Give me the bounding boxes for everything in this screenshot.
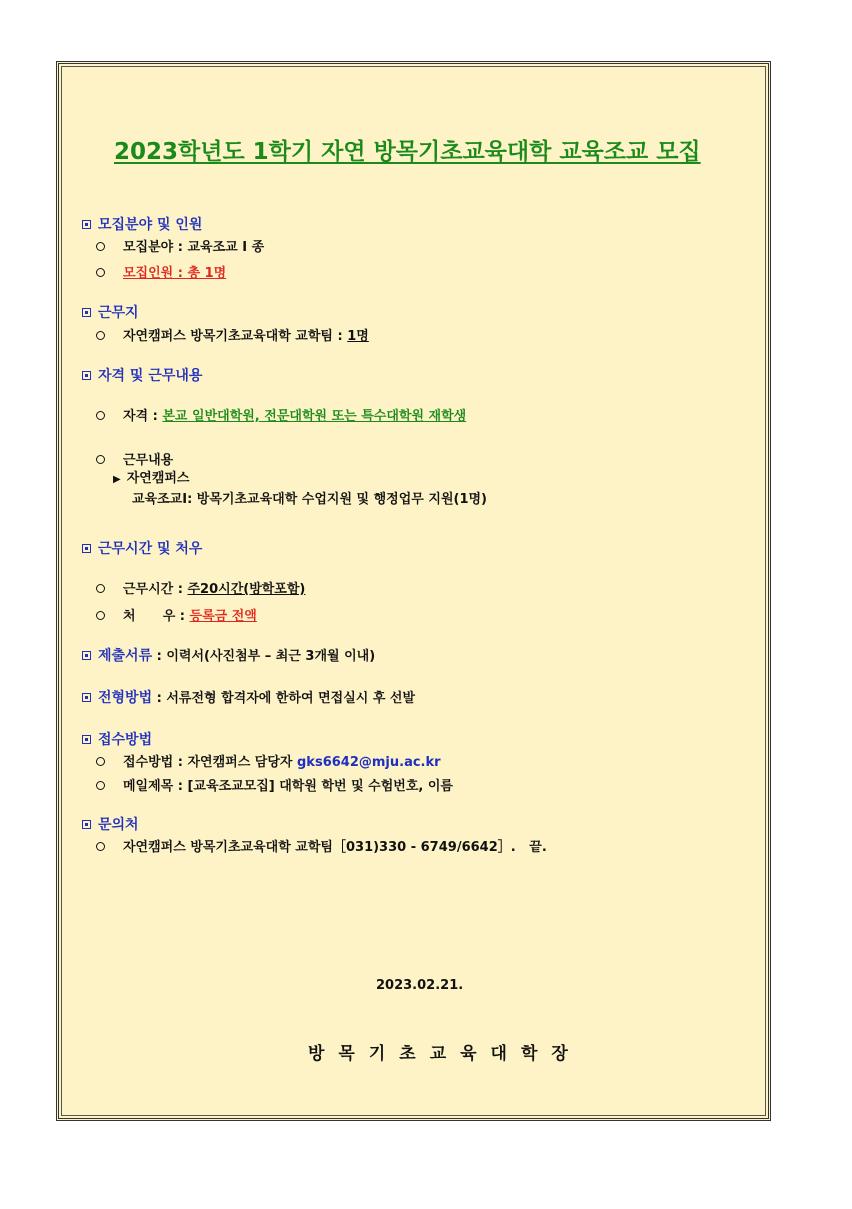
contact-item: 자연캠퍼스 방목기초교육대학 교학팀［031)330 - 6749/6642］. 끝. (96, 836, 547, 855)
circle-bullet-icon (96, 781, 105, 790)
contact-email: gks6642@mju.ac.kr (297, 755, 441, 770)
section-heading-application: 접수방법 (82, 729, 152, 749)
title-year: 2023 (114, 139, 179, 165)
duty-campus: ▶ 자연캠퍼스 (113, 471, 190, 486)
square-bullet-icon (82, 735, 91, 744)
qualification-item: 자격 : 본교 일반대학원, 전문대학원 또는 특수대학원 재학생 (96, 405, 466, 424)
documents-line: 제출서류 : 이력서(사진첨부 – 최근 3개월 이내) (82, 645, 375, 665)
circle-bullet-icon (96, 757, 105, 766)
signature: 방목기초교육대학장 (308, 1044, 582, 1064)
circle-bullet-icon (96, 331, 105, 340)
circle-bullet-icon (96, 584, 105, 593)
section-heading-recruit: 모집분야 및 인원 (82, 214, 202, 234)
notice-date: 2023.02.21. (376, 978, 464, 993)
circle-bullet-icon (96, 242, 105, 251)
page-title (114, 133, 701, 166)
section-heading-contact: 문의처 (82, 814, 139, 834)
selection-line: 전형방법 : 서류전형 합격자에 한하여 면접실시 후 선발 (82, 687, 415, 707)
triangle-bullet-icon: ▶ (113, 474, 121, 485)
square-bullet-icon (82, 220, 91, 229)
section-heading-workplace: 근무지 (82, 302, 139, 322)
square-bullet-icon (82, 693, 91, 702)
recruit-count: 모집인원 : 총 1명 (96, 262, 226, 281)
application-subject: 메일제목 : [교육조교모집] 대학원 학번 및 수험번호, 이름 (96, 775, 453, 794)
benefit-item: 처 우 : 등록금 전액 (96, 605, 257, 624)
circle-bullet-icon (96, 268, 105, 277)
circle-bullet-icon (96, 611, 105, 620)
duty-label: 근무내용 (96, 449, 173, 468)
square-bullet-icon (82, 651, 91, 660)
duty-detail: 교육조교Ⅰ: 방목기초교육대학 수업지원 및 행정업무 지원(1명) (132, 492, 487, 507)
square-bullet-icon (82, 820, 91, 829)
recruit-field: 모집분야 : 교육조교 Ⅰ 종 (96, 236, 264, 255)
application-method: 접수방법 : 자연캠퍼스 담당자 gks6642@mju.ac.kr (96, 751, 441, 770)
square-bullet-icon (82, 308, 91, 317)
square-bullet-icon (82, 371, 91, 380)
circle-bullet-icon (96, 411, 105, 420)
circle-bullet-icon (96, 455, 105, 464)
section-heading-qualification: 자격 및 근무내용 (82, 365, 202, 385)
section-heading-hours: 근무시간 및 처우 (82, 538, 202, 558)
square-bullet-icon (82, 544, 91, 553)
title-text: 학년도 1학기 자연 방목기초교육대학 교육조교 모집 (178, 139, 701, 165)
circle-bullet-icon (96, 842, 105, 851)
hours-item: 근무시간 : 주20시간(방학포함) (96, 578, 305, 597)
workplace-item: 자연캠퍼스 방목기초교육대학 교학팀 : 1명 (96, 325, 369, 344)
